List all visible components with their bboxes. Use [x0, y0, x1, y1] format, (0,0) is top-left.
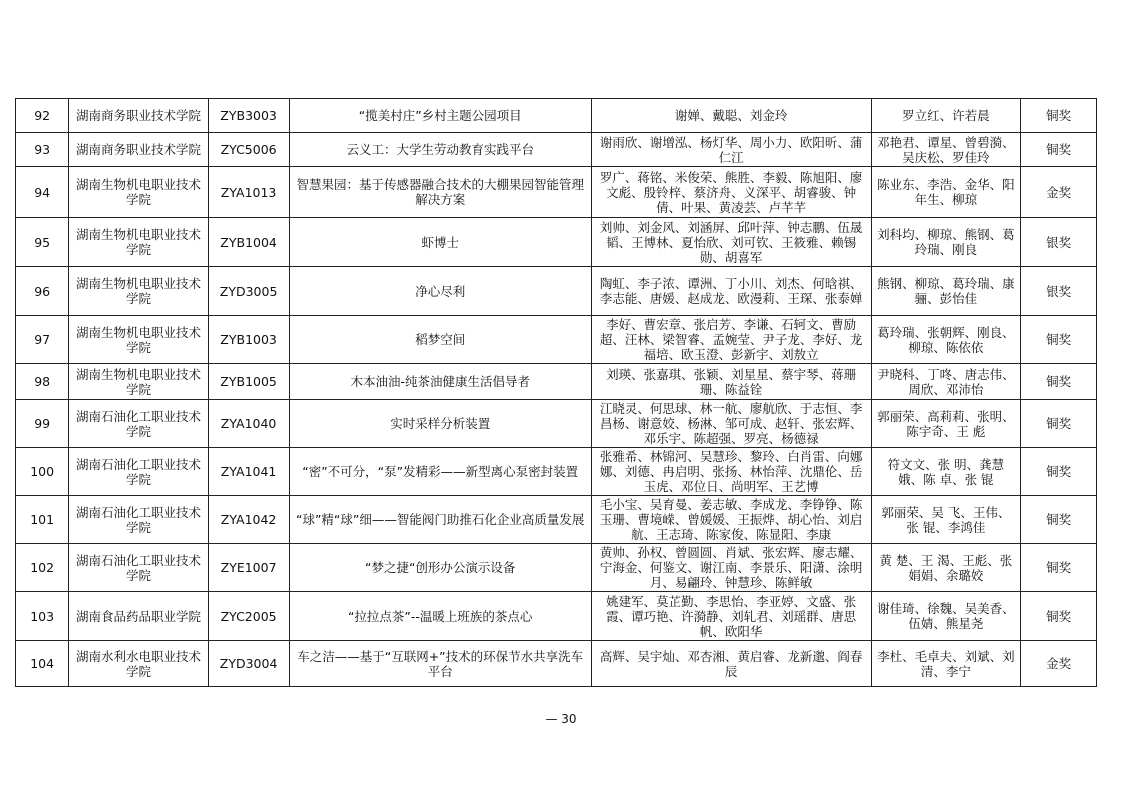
team-members: 黄帅、孙权、曾圆圆、肖斌、张宏辉、廖志耀、宁海金、何鉴文、谢江南、李景乐、阳潇、涂明月、易翩玲、钟慧珍、陈鲜敏 — [591, 544, 871, 592]
advisors: 罗立红、许若晨 — [871, 99, 1021, 133]
school-name: 湖南生物机电职业技术学院 — [69, 364, 208, 400]
school-name: 湖南石油化工职业技术学院 — [69, 448, 208, 496]
team-members: 姚建军、莫芷勤、李思怡、李亚婷、文盛、张霞、谭巧艳、许漪静、刘轧君、刘瑶群、唐思帆、欧阳华 — [591, 592, 871, 641]
advisors: 陈业东、李浩、金华、阳年生、柳琼 — [871, 167, 1021, 218]
award-level: 铜奖 — [1021, 400, 1097, 448]
team-members: 谢雨欣、谢增泓、杨灯华、周小力、欧阳昕、蒲仁江 — [591, 133, 871, 167]
row-number: 96 — [16, 267, 69, 316]
row-number: 97 — [16, 316, 69, 364]
project-name: “密”不可分，“泵”发精彩——新型离心泵密封装置 — [289, 448, 591, 496]
project-name: 稻梦空间 — [289, 316, 591, 364]
advisors: 刘科均、柳琼、熊钢、葛玲瑞、刚良 — [871, 218, 1021, 267]
project-name: 净心尽利 — [289, 267, 591, 316]
award-level: 铜奖 — [1021, 592, 1097, 641]
row-number: 102 — [16, 544, 69, 592]
award-level: 铜奖 — [1021, 496, 1097, 544]
table-row — [16, 267, 1097, 316]
advisors: 邓艳君、谭星、曾碧漪、吴庆松、罗佳玲 — [871, 133, 1021, 167]
team-members: 谢婵、戴聪、刘金玲 — [591, 99, 871, 133]
project-code: ZYC5006 — [208, 133, 289, 167]
school-name: 湖南商务职业技术学院 — [69, 133, 208, 167]
school-name: 湖南水利水电职业技术学院 — [69, 641, 208, 687]
table-row — [16, 99, 1097, 133]
advisors: 熊钢、柳琼、葛玲瑞、康骊、彭怡佳 — [871, 267, 1021, 316]
school-name: 湖南生物机电职业技术学院 — [69, 267, 208, 316]
row-number: 94 — [16, 167, 69, 218]
project-name: 虾博士 — [289, 218, 591, 267]
table-row — [16, 316, 1097, 364]
school-name: 湖南生物机电职业技术学院 — [69, 316, 208, 364]
award-level: 铜奖 — [1021, 364, 1097, 400]
project-name: 车之洁——基于“互联网+”技术的环保节水共享洗车平台 — [289, 641, 591, 687]
advisors: 黄 楚、王 渴、王彪、张娟娟、余璐姣 — [871, 544, 1021, 592]
school-name: 湖南石油化工职业技术学院 — [69, 496, 208, 544]
table-row — [16, 364, 1097, 400]
project-code: ZYB1003 — [208, 316, 289, 364]
project-name: “拉拉点茶”--温暖上班族的茶点心 — [289, 592, 591, 641]
table-row — [16, 400, 1097, 448]
team-members: 高辉、吴宇灿、邓杏湘、黄启睿、龙新邈、阎春辰 — [591, 641, 871, 687]
project-code: ZYA1042 — [208, 496, 289, 544]
advisors: 郭丽荣、吴 飞、王伟、张 锟、李鸿佳 — [871, 496, 1021, 544]
project-code: ZYB1005 — [208, 364, 289, 400]
award-level: 铜奖 — [1021, 448, 1097, 496]
school-name: 湖南生物机电职业技术学院 — [69, 167, 208, 218]
award-level: 金奖 — [1021, 167, 1097, 218]
table-row — [16, 641, 1097, 687]
project-name: 实时采样分析装置 — [289, 400, 591, 448]
project-code: ZYB3003 — [208, 99, 289, 133]
project-name: “梦之捷“创形办公演示设备 — [289, 544, 591, 592]
awards-table — [15, 98, 1097, 687]
project-code: ZYA1040 — [208, 400, 289, 448]
table-row — [16, 544, 1097, 592]
table-row — [16, 496, 1097, 544]
project-code: ZYC2005 — [208, 592, 289, 641]
table-row — [16, 448, 1097, 496]
team-members: 罗广、蒋铭、米俊荣、熊胜、李毅、陈旭阳、廖文彪、殷铃梓、蔡济舟、义深平、胡睿骏、钟倩、叶果、黄凌芸、卢芊芊 — [591, 167, 871, 218]
school-name: 湖南石油化工职业技术学院 — [69, 544, 208, 592]
award-level: 银奖 — [1021, 267, 1097, 316]
project-name: 木本油油-纯茶油健康生活倡导者 — [289, 364, 591, 400]
team-members: 张雅希、林锦河、吴慧珍、黎玲、白肖雷、向娜娜、刘德、冉启明、张扬、林怡萍、沈鼎伦、岳玉虎、邓位日、尚明军、王艺博 — [591, 448, 871, 496]
table-row — [16, 592, 1097, 641]
award-level: 铜奖 — [1021, 316, 1097, 364]
row-number: 104 — [16, 641, 69, 687]
team-members: 江晓灵、何思球、林一航、廖航欣、于志恒、李昌杨、谢意姣、杨淋、邹可成、赵轩、张宏辉、邓乐宇、陈超强、罗亮、杨德禄 — [591, 400, 871, 448]
school-name: 湖南商务职业技术学院 — [69, 99, 208, 133]
row-number: 101 — [16, 496, 69, 544]
school-name: 湖南生物机电职业技术学院 — [69, 218, 208, 267]
team-members: 刘帅、刘金风、刘涵屏、邱叶萍、钟志鹏、伍晟韬、王博林、夏怡欣、刘可钦、王筱雅、赖锡勋、胡喜军 — [591, 218, 871, 267]
advisors: 郭丽荣、高莉莉、张明、陈宇奇、王 彪 — [871, 400, 1021, 448]
row-number: 99 — [16, 400, 69, 448]
row-number: 103 — [16, 592, 69, 641]
award-level: 铜奖 — [1021, 544, 1097, 592]
team-members: 毛小宝、吴育曼、姜志敏、李成龙、李铮铮、陈玉珊、曹境嵘、曾媛媛、王振烨、胡心怡、刘启航、王志琦、陈家俊、陈显阳、李康 — [591, 496, 871, 544]
advisors: 尹晓科、丁咚、唐志伟、周欣、邓沛怡 — [871, 364, 1021, 400]
row-number: 92 — [16, 99, 69, 133]
project-name: “揽美村庄”乡村主题公园项目 — [289, 99, 591, 133]
project-code: ZYD3005 — [208, 267, 289, 316]
table-row — [16, 167, 1097, 218]
project-name: 智慧果园：基于传感器融合技术的大棚果园智能管理解决方案 — [289, 167, 591, 218]
row-number: 98 — [16, 364, 69, 400]
table-row — [16, 133, 1097, 167]
project-name: 云义工：大学生劳动教育实践平台 — [289, 133, 591, 167]
award-level: 铜奖 — [1021, 99, 1097, 133]
page-number: — 30 — [545, 712, 577, 726]
project-code: ZYA1041 — [208, 448, 289, 496]
row-number: 100 — [16, 448, 69, 496]
row-number: 95 — [16, 218, 69, 267]
table-row — [16, 218, 1097, 267]
team-members: 刘瑛、张嘉琪、张颖、刘星星、蔡宇琴、蒋珊珊、陈益铨 — [591, 364, 871, 400]
project-code: ZYA1013 — [208, 167, 289, 218]
team-members: 李好、曹宏章、张启芳、李谦、石轲文、曹励超、汪林、梁智睿、孟婉莹、尹子龙、李好、龙福培、欧玉澄、彭新宇、刘敖立 — [591, 316, 871, 364]
school-name: 湖南食品药品职业学院 — [69, 592, 208, 641]
row-number: 93 — [16, 133, 69, 167]
school-name: 湖南石油化工职业技术学院 — [69, 400, 208, 448]
advisors: 李杜、毛卓夫、刘斌、刘清、李宁 — [871, 641, 1021, 687]
team-members: 陶虹、李子浓、谭洲、丁小川、刘杰、何晗祺、李志能、唐媛、赵成龙、欧漫莉、王琛、张泰婵 — [591, 267, 871, 316]
advisors: 谢佳琦、徐魏、吴美香、伍婧、熊星尧 — [871, 592, 1021, 641]
project-code: ZYB1004 — [208, 218, 289, 267]
advisors: 符文文、张 明、龚慧娥、陈 卓、张 锟 — [871, 448, 1021, 496]
project-code: ZYD3004 — [208, 641, 289, 687]
project-code: ZYE1007 — [208, 544, 289, 592]
project-name: “球”精“球”细——智能阀门助推石化企业高质量发展 — [289, 496, 591, 544]
award-level: 铜奖 — [1021, 133, 1097, 167]
award-level: 银奖 — [1021, 218, 1097, 267]
advisors: 葛玲瑞、张朝辉、刚良、柳琼、陈依依 — [871, 316, 1021, 364]
award-level: 金奖 — [1021, 641, 1097, 687]
